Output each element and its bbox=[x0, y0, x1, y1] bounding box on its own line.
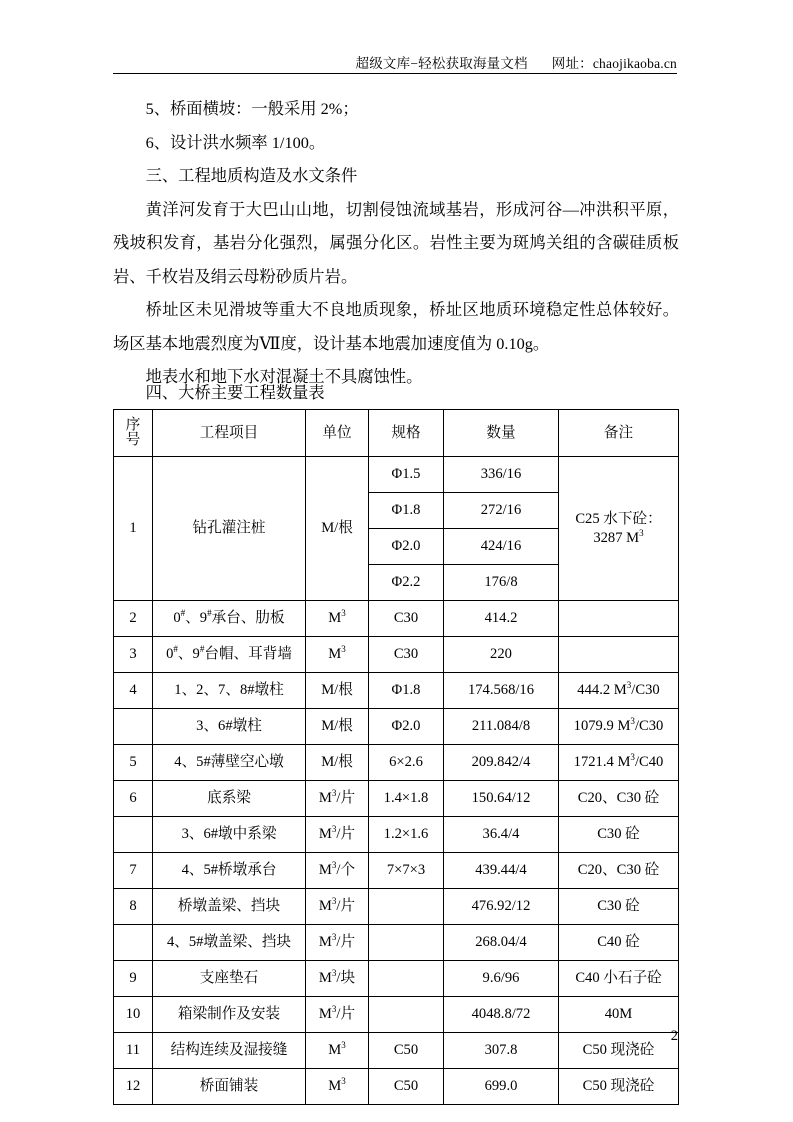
cell-unit: M/根 bbox=[306, 709, 369, 745]
cell-unit: $M^3$ bbox=[306, 1033, 369, 1069]
table-row bbox=[114, 889, 679, 925]
col-header-unit: 单位 bbox=[306, 410, 369, 457]
cell-no: 9 bbox=[114, 961, 153, 997]
cell-spec bbox=[369, 889, 444, 925]
col-header-spec: 规格 bbox=[369, 410, 444, 457]
cell-unit: $M^3/$片 bbox=[306, 925, 369, 961]
cell-note: 1079.9 $M^3/C30$ bbox=[559, 709, 679, 745]
cell-quantity: 699.0 bbox=[444, 1069, 559, 1105]
table-row bbox=[114, 853, 679, 889]
paragraph-geology-2: 桥址区未见滑坡等重大不良地质现象，桥址区地质环境稳定性总体较好。场区基本地震烈度为Ⅶ度，设计基本地震加速度值为 0.10g。 bbox=[113, 300, 679, 353]
cell-spec: 1.4×1.8 bbox=[369, 781, 444, 817]
cell-unit: M/根 bbox=[306, 745, 369, 781]
cell-note: C30 砼 bbox=[559, 889, 679, 925]
cell-note: C40 砼 bbox=[559, 925, 679, 961]
note-merged-line2 bbox=[559, 529, 678, 547]
cell-note: 1721.4 $M^3/C40$ bbox=[559, 745, 679, 781]
cell-note bbox=[559, 601, 679, 637]
cell-quantity: 36.4/4 bbox=[444, 817, 559, 853]
table-row bbox=[114, 1033, 679, 1069]
header-url-value: chaojikaoba.cn bbox=[592, 56, 677, 71]
header-url-label: 网址： bbox=[551, 56, 593, 71]
cell-spec: 6×2.6 bbox=[369, 745, 444, 781]
cell-no: 4 bbox=[114, 673, 153, 709]
table-row bbox=[114, 601, 679, 637]
cell-quantity: 9.6/96 bbox=[444, 961, 559, 997]
cell-no: 6 bbox=[114, 781, 153, 817]
header-divider bbox=[113, 73, 677, 74]
cell-no bbox=[114, 709, 153, 745]
cell-quantity: 439.44/4 bbox=[444, 853, 559, 889]
table-row bbox=[114, 961, 679, 997]
cell-note: C50 现浇砼 bbox=[559, 1069, 679, 1105]
cell-spec bbox=[369, 925, 444, 961]
cell-unit: $M^3/$片 bbox=[306, 817, 369, 853]
cell-note bbox=[559, 637, 679, 673]
quantity-table-wrapper bbox=[113, 409, 678, 1105]
cell-item: 4、5#墩盖梁、挡块 bbox=[153, 925, 306, 961]
cell-spec: C50 bbox=[369, 1033, 444, 1069]
cell-item: 桥墩盖梁、挡块 bbox=[153, 889, 306, 925]
body-text-block bbox=[113, 92, 679, 394]
cell-quantity: 414.2 bbox=[444, 601, 559, 637]
cell-item: 3、6#墩中系梁 bbox=[153, 817, 306, 853]
cell-item bbox=[153, 601, 306, 637]
cell-no: 5 bbox=[114, 745, 153, 781]
cell-quantity: 174.568/16 bbox=[444, 673, 559, 709]
cell-unit: $M^3/$块 bbox=[306, 961, 369, 997]
cell-item: 箱梁制作及安装 bbox=[153, 997, 306, 1033]
col-header-no-line1: 序 bbox=[125, 416, 141, 433]
cell-unit-text: M/根 bbox=[321, 520, 353, 537]
cell-note: C20、C30 砼 bbox=[559, 781, 679, 817]
cell-spec: C50 bbox=[369, 1069, 444, 1105]
cell-spec: Φ1.8 bbox=[369, 493, 444, 529]
table-row bbox=[114, 709, 679, 745]
main-quantity-table bbox=[113, 409, 679, 1105]
cell-note: C40 小石子砼 bbox=[559, 961, 679, 997]
cell-note: C20、C30 砼 bbox=[559, 853, 679, 889]
heading-section-three: 三、工程地质构造及水文条件 bbox=[145, 166, 358, 185]
cell-no: 7 bbox=[114, 853, 153, 889]
note-merged-line1: C25 水下砼： bbox=[575, 511, 662, 528]
col-header-quantity: 数量 bbox=[444, 410, 559, 457]
table-row bbox=[114, 637, 679, 673]
cell-quantity: 209.842/4 bbox=[444, 745, 559, 781]
cell-unit: $M^3/$片 bbox=[306, 889, 369, 925]
cell-note: C50 现浇砼 bbox=[559, 1033, 679, 1069]
cell-spec: C30 bbox=[369, 601, 444, 637]
cell-quantity: 150.64/12 bbox=[444, 781, 559, 817]
cell-spec bbox=[369, 961, 444, 997]
cell-unit: $M^3$ bbox=[306, 637, 369, 673]
note-merged-line2-text: 3287 $M^3$ bbox=[593, 527, 644, 546]
cell-spec: Φ2.2 bbox=[369, 565, 444, 601]
cell-quantity: 336/16 bbox=[444, 457, 559, 493]
cell-no bbox=[114, 817, 153, 853]
cell-item-text: 钻孔灌注桩 bbox=[192, 520, 266, 537]
table-row bbox=[114, 457, 679, 493]
cell-no bbox=[114, 925, 153, 961]
table-row bbox=[114, 1069, 679, 1105]
table-row bbox=[114, 997, 679, 1033]
cell-spec: Φ1.5 bbox=[369, 457, 444, 493]
cell-item: 桥面铺装 bbox=[153, 1069, 306, 1105]
table-row bbox=[114, 673, 679, 709]
cell-quantity: 424/16 bbox=[444, 529, 559, 565]
cell-no: 1 bbox=[114, 457, 153, 601]
table-header-row bbox=[114, 410, 679, 457]
cell-spec: 1.2×1.6 bbox=[369, 817, 444, 853]
cell-item: 4、5#薄壁空心墩 bbox=[153, 745, 306, 781]
cell-item-text: 0#、9#承台、肋板 bbox=[173, 608, 285, 627]
cell-unit: M/根 bbox=[306, 673, 369, 709]
cell-note-merged bbox=[559, 457, 679, 601]
heading-section-four: 四、大桥主要工程数量表 bbox=[145, 383, 325, 402]
table-row bbox=[114, 745, 679, 781]
header-site-name: 超级文库−轻松获取海量文档 bbox=[355, 56, 528, 71]
cell-spec: Φ2.0 bbox=[369, 529, 444, 565]
cell-item: 4、5#桥墩承台 bbox=[153, 853, 306, 889]
cell-unit bbox=[306, 457, 369, 601]
col-header-item: 工程项目 bbox=[153, 410, 306, 457]
cell-spec: Φ2.0 bbox=[369, 709, 444, 745]
col-header-no-line2: 号 bbox=[125, 432, 141, 448]
cell-quantity: 220 bbox=[444, 637, 559, 673]
cell-quantity: 4048.8/72 bbox=[444, 997, 559, 1033]
cell-item bbox=[153, 457, 306, 601]
table-row bbox=[114, 817, 679, 853]
cell-unit: $M^3$ bbox=[306, 601, 369, 637]
cell-item: 3、6#墩柱 bbox=[153, 709, 306, 745]
cell-no: 11 bbox=[114, 1033, 153, 1069]
cell-item: 支座垫石 bbox=[153, 961, 306, 997]
paragraph-geology-1: 黄洋河发育于大巴山山地，切割侵蚀流域基岩，形成河谷—冲洪积平原，残坡积发育，基岩分化强烈，属强分化区。岩性主要为斑鸠关组的含碳硅质板岩、千枚岩及绢云母粉砂质片岩。 bbox=[113, 199, 679, 286]
cell-spec: 7×7×3 bbox=[369, 853, 444, 889]
cell-unit: $M^3$ bbox=[306, 1069, 369, 1105]
table-row bbox=[114, 781, 679, 817]
cell-unit: $M^3/$个 bbox=[306, 853, 369, 889]
cell-item: 1、2、7、8#墩柱 bbox=[153, 673, 306, 709]
cell-note: C30 砼 bbox=[559, 817, 679, 853]
paragraph-water-corrosion: 地表水和地下水对混凝土不具腐蚀性。 bbox=[145, 367, 423, 386]
cell-note: 444.2 $M^3/C30$ bbox=[559, 673, 679, 709]
cell-item: 结构连续及湿接缝 bbox=[153, 1033, 306, 1069]
cell-item: 底系梁 bbox=[153, 781, 306, 817]
cell-item-text: 0#、9#台帽、耳背墙 bbox=[166, 644, 292, 663]
page-number: 2 bbox=[670, 1028, 678, 1044]
paragraph-item-5: 5、桥面横坡：一般采用 2%； bbox=[145, 99, 359, 118]
cell-no: 2 bbox=[114, 601, 153, 637]
paragraph-item-6: 6、设计洪水频率 1/100。 bbox=[145, 132, 326, 152]
cell-quantity: 307.8 bbox=[444, 1033, 559, 1069]
cell-unit: $M^3/$片 bbox=[306, 997, 369, 1033]
cell-quantity: 272/16 bbox=[444, 493, 559, 529]
cell-item bbox=[153, 637, 306, 673]
cell-quantity: 176/8 bbox=[444, 565, 559, 601]
col-header-no bbox=[114, 410, 153, 457]
cell-spec bbox=[369, 997, 444, 1033]
cell-no: 3 bbox=[114, 637, 153, 673]
col-header-note: 备注 bbox=[559, 410, 679, 457]
cell-no: 8 bbox=[114, 889, 153, 925]
cell-no: 10 bbox=[114, 997, 153, 1033]
cell-quantity: 268.04/4 bbox=[444, 925, 559, 961]
cell-spec: C30 bbox=[369, 637, 444, 673]
cell-no: 12 bbox=[114, 1069, 153, 1105]
cell-unit: $M^3/$片 bbox=[306, 781, 369, 817]
cell-quantity: 211.084/8 bbox=[444, 709, 559, 745]
cell-spec: Φ1.8 bbox=[369, 673, 444, 709]
cell-quantity: 476.92/12 bbox=[444, 889, 559, 925]
page-header bbox=[113, 52, 677, 72]
cell-note: 40M bbox=[559, 997, 679, 1033]
table-row bbox=[114, 925, 679, 961]
